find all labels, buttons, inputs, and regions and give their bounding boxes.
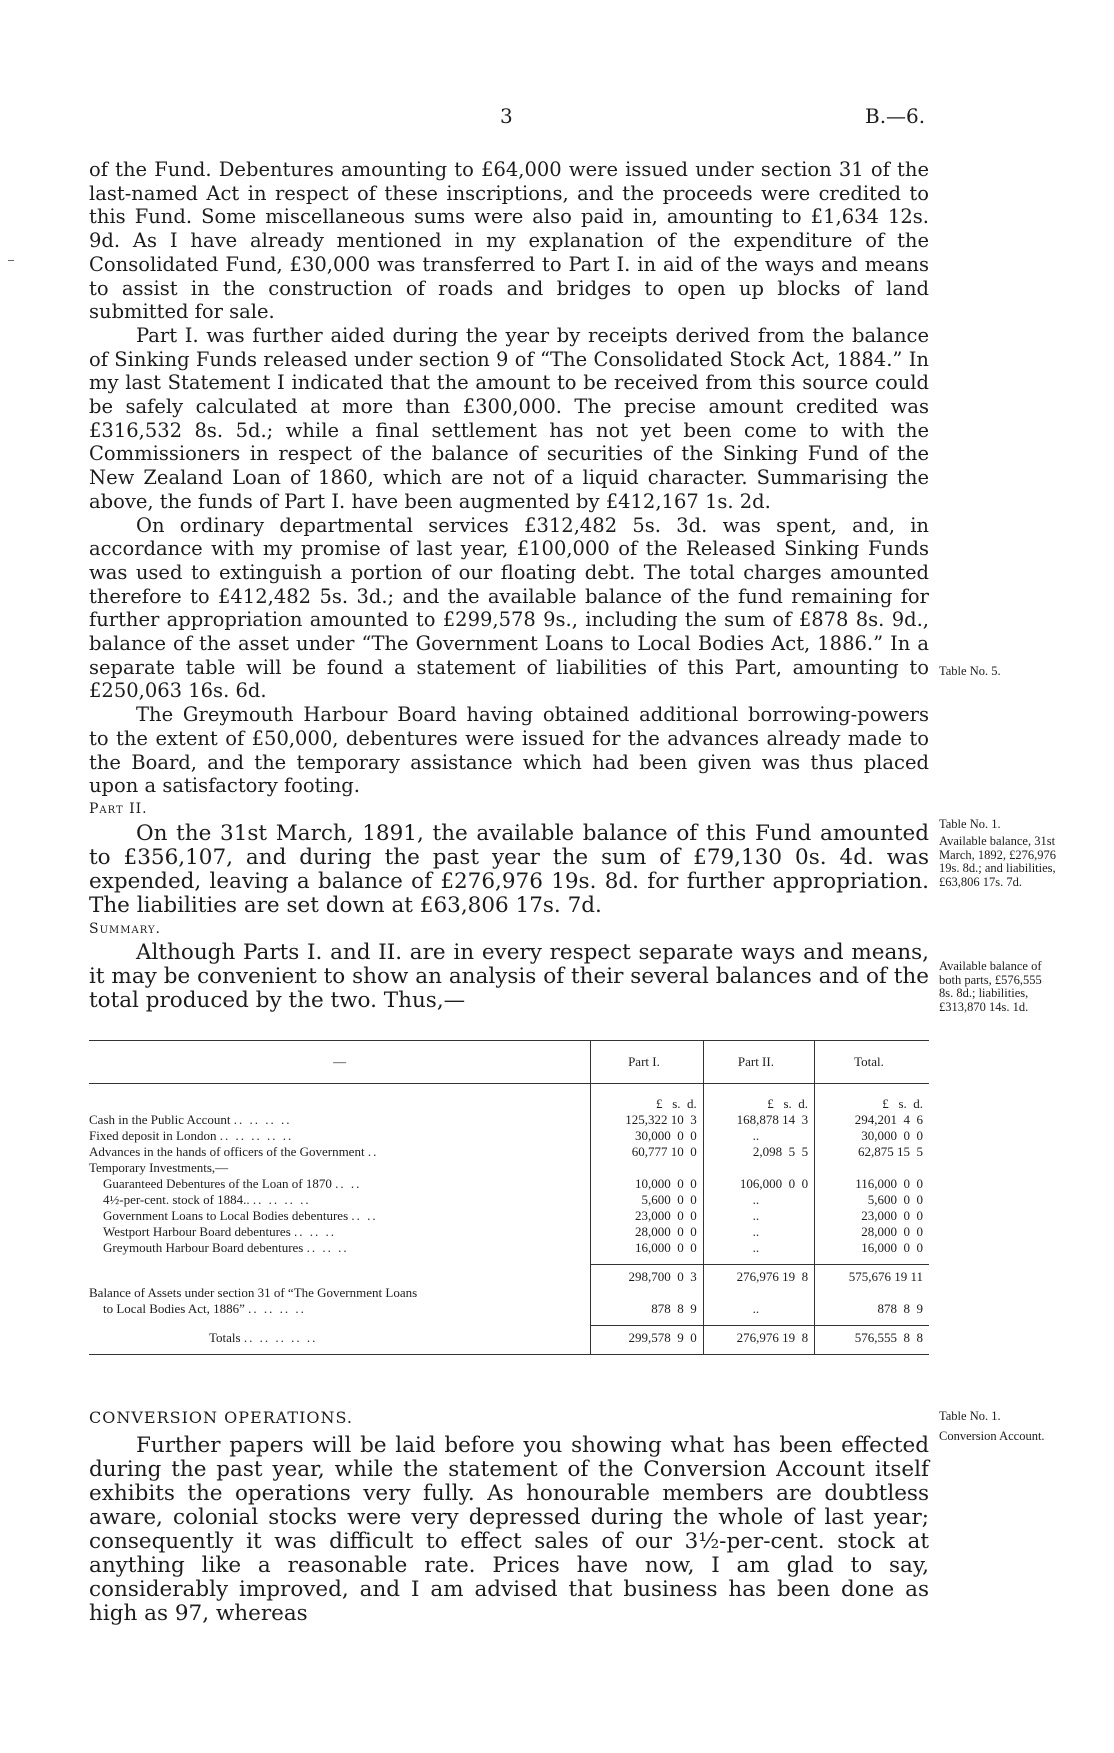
cell-part1: 125,322 10 3: [591, 1112, 704, 1128]
table-row: [89, 1224, 929, 1240]
leader-dots: ..: [367, 1144, 379, 1159]
leader-dots: .. .. .. .. ..: [243, 1329, 318, 1345]
subtotal-total: 575,676 19 11: [815, 1265, 929, 1286]
totals-row: [89, 1326, 929, 1347]
cell-part2: ..: [703, 1192, 814, 1208]
totals-total: 576,555 8 8: [815, 1326, 929, 1347]
table-row: [89, 1240, 929, 1256]
unit-total: £ s. d.: [815, 1084, 929, 1113]
cell-part1: 16,000 0 0: [591, 1240, 704, 1256]
margin-note-table1: Table No. 1.: [939, 817, 1001, 831]
row-label: Temporary Investments,—: [89, 1160, 229, 1175]
cell-total: 30,000 0 0: [815, 1128, 929, 1144]
cell-total: 16,000 0 0: [815, 1240, 929, 1256]
cell-total: 23,000 0 0: [815, 1208, 929, 1224]
margin-note-summary-balance: Available balance of both parts, £576,555 8s. 8d.; liabilities, £313,870 14s. 1d.: [939, 959, 1042, 1014]
balance-row: [89, 1301, 929, 1317]
paragraph-fund-debentures: of the Fund. Debentures amounting to £64,000 were issued under section 31 of the last-named Act in respect of these inscriptions, and the proceeds were credited to this Fund. Some miscellaneous sums were also paid in, amounting to £1,634 12s. 9d. As I have already mentioned in my explanation of the expenditure of the Consolidated Fund, £30,000 was transferred to Part I. in aid of the ways and means to assist in the construction of roads and bridges to open up blocks of land submitted for sale.: [89, 158, 929, 324]
scan-mark: [8, 260, 14, 261]
table-header-row: [89, 1041, 929, 1084]
cell-part2: ..: [703, 1240, 814, 1256]
cell-part1: 5,600 0 0: [591, 1192, 704, 1208]
cell-part2: ..: [703, 1128, 814, 1144]
table-row: [89, 1176, 929, 1192]
leader-dots: .. .. .. ..: [248, 1301, 306, 1316]
cell-part1: 30,000 0 0: [591, 1128, 704, 1144]
header-part1: Part I.: [591, 1041, 704, 1084]
balances-table: [89, 1040, 929, 1355]
totals-part2: 276,976 19 8: [703, 1326, 814, 1347]
summary-heading: Summary.: [89, 920, 161, 937]
document-reference: B.—6.: [865, 104, 926, 128]
table-row: [89, 1112, 929, 1128]
leader-dots: .. ..: [351, 1208, 378, 1223]
paragraph-summary: Although Parts I. and II. are in every respect separate ways and means, it may be convenient to show an analysis of their several balances and of the total produced by the two. Thus,—: [89, 940, 929, 1014]
cell-part2: 168,878 14 3: [703, 1112, 814, 1128]
table-row: [89, 1208, 929, 1224]
leader-dots: .. .. .. .. ..: [219, 1128, 294, 1143]
unit-part1: £ s. d.: [591, 1084, 704, 1113]
margin-note-table1-conversion: Table No. 1.: [939, 1409, 1001, 1423]
subtotal-part2: 276,976 19 8: [703, 1265, 814, 1286]
subtotal-part1: 298,700 0 3: [591, 1265, 704, 1286]
leader-dots: .. ..: [335, 1176, 362, 1191]
cell-part1: 23,000 0 0: [591, 1208, 704, 1224]
row-label: Advances in the hands of officers of the Government: [89, 1144, 365, 1159]
header-total: Total.: [815, 1041, 929, 1084]
cell-part2: 2,098 5 5: [703, 1144, 814, 1160]
paragraph-conversion: Further papers will be laid before you showing what has been effected during the past year, while the statement of the Conversion Account itself exhibits the operations very fully. As honourable members are doubtless aware, colonial stocks were very depressed during the whole of last year; consequently it was difficult to effect sales of our 3½-per-cent. stock at anything like a reasonable rate. Prices have now, I am glad to say, considerably improved, and I am advised that business has been done as high as 97, whereas: [89, 1432, 929, 1626]
leader-dots: .. .. .. ..: [252, 1192, 311, 1207]
page-number: 3: [500, 104, 513, 128]
totals-part1: 299,578 9 0: [591, 1326, 704, 1347]
margin-note-part2-balance: Available balance, 31st March, 1892, £276,976 19s. 8d.; and liabilities, £63,806 17s. 7d.: [939, 834, 1056, 889]
cell-total: 62,875 15 5: [815, 1144, 929, 1160]
table-row: [89, 1144, 929, 1160]
cell-part2: ..: [703, 1224, 814, 1240]
units-row: [89, 1084, 929, 1113]
paragraph-greymouth-harbour: The Greymouth Harbour Board having obtained additional borrowing-powers to the extent of £50,000, debentures were issued for the advances already made to the Board, and the temporary assistance which had been given was thus placed upon a satisfactory footing.: [89, 703, 929, 798]
leader-dots: .. .. ..: [294, 1224, 337, 1239]
cell-total: 116,000 0 0: [815, 1176, 929, 1192]
header-blank: —: [89, 1041, 591, 1084]
balance-row-line1: [89, 1285, 929, 1301]
row-label: Balance of Assets under section 31 of “The Government Loans: [89, 1285, 418, 1300]
margin-note-table5: Table No. 5.: [939, 664, 1001, 678]
row-label: Cash in the Public Account: [89, 1112, 231, 1127]
cell-part2: 106,000 0 0: [703, 1176, 814, 1192]
page-header: [0, 104, 1114, 134]
leader-dots: .. .. .. ..: [233, 1112, 292, 1127]
header-part2: Part II.: [703, 1041, 814, 1084]
row-label: to Local Bodies Act, 1886”: [103, 1301, 245, 1316]
cell-total: 5,600 0 0: [815, 1192, 929, 1208]
subtotal-row: [89, 1265, 929, 1286]
part2-heading: Part II.: [89, 800, 148, 817]
cell-total: 28,000 0 0: [815, 1224, 929, 1240]
cell-part1: 28,000 0 0: [591, 1224, 704, 1240]
cell-total: 878 8 9: [815, 1301, 929, 1317]
table-row: [89, 1128, 929, 1144]
row-label: Government Loans to Local Bodies debentures: [103, 1208, 349, 1223]
totals-label: Totals: [209, 1329, 241, 1345]
cell-part1: 878 8 9: [591, 1301, 704, 1317]
leader-dots: .. .. ..: [306, 1240, 349, 1255]
cell-part2: ..: [703, 1301, 814, 1317]
row-label: Guaranteed Debentures of the Loan of 1870: [103, 1176, 332, 1191]
row-label: Westport Harbour Board debentures: [103, 1224, 291, 1239]
table-row: [89, 1192, 929, 1208]
cell-part1: 10,000 0 0: [591, 1176, 704, 1192]
margin-note-conversion-account: Conversion Account.: [939, 1429, 1045, 1443]
cell-part1: 60,777 10 0: [591, 1144, 704, 1160]
body-text-continued: [89, 1406, 929, 1626]
paragraph-part1-receipts: Part I. was further aided during the year by receipts derived from the balance of Sinking Funds released under section 9 of “The Consolidated Stock Act, 1884.” In my last Statement I indicated that the amount to be received from this source could be safely calculated at more than £300,000. The precise amount credited was £316,532 8s. 5d.; while a final settlement has not yet been come to with the Commissioners in respect of the balance of securities of the Sinking Fund of the New Zealand Loan of 1860, which are not of a liquid character. Summarising the above, the funds of Part I. have been augmented by £412,167 1s. 2d.: [89, 323, 929, 513]
cell-total: 294,201 4 6: [815, 1112, 929, 1128]
paragraph-part2-balance: On the 31st March, 1891, the available balance of this Fund amounted to £356,107, and during the past year the sum of £79,130 0s. 4d. was expended, leaving a balance of £276,976 19s. 8d. for further appropriation. The liabilities are set down at £63,806 17s. 7d.: [89, 820, 929, 918]
table-row: [89, 1160, 929, 1176]
row-label: Fixed deposit in London: [89, 1128, 217, 1143]
row-label: Greymouth Harbour Board debentures: [103, 1240, 304, 1255]
unit-part2: £ s. d.: [703, 1084, 814, 1113]
conversion-heading: CONVERSION OPERATIONS.: [89, 1408, 353, 1427]
body-text: [89, 158, 929, 1013]
paragraph-departmental-services: On ordinary departmental services £312,482 5s. 3d. was spent, and, in accordance with my promise of last year, £100,000 of the Released Sinking Funds was used to extinguish a portion of our floating debt. The total charges amounted therefore to £412,482 5s. 3d.; and the available balance of the fund remaining for further appropriation amounted to £299,578 9s., including the sum of £878 8s. 9d., balance of the asset under “The Government Loans to Local Bodies Act, 1886.” In a separate table will be found a statement of liabilities of this Part, amounting to £250,063 16s. 6d.: [89, 513, 929, 703]
cell-part2: ..: [703, 1208, 814, 1224]
row-label: 4½-per-cent. stock of 1884..: [103, 1192, 250, 1207]
